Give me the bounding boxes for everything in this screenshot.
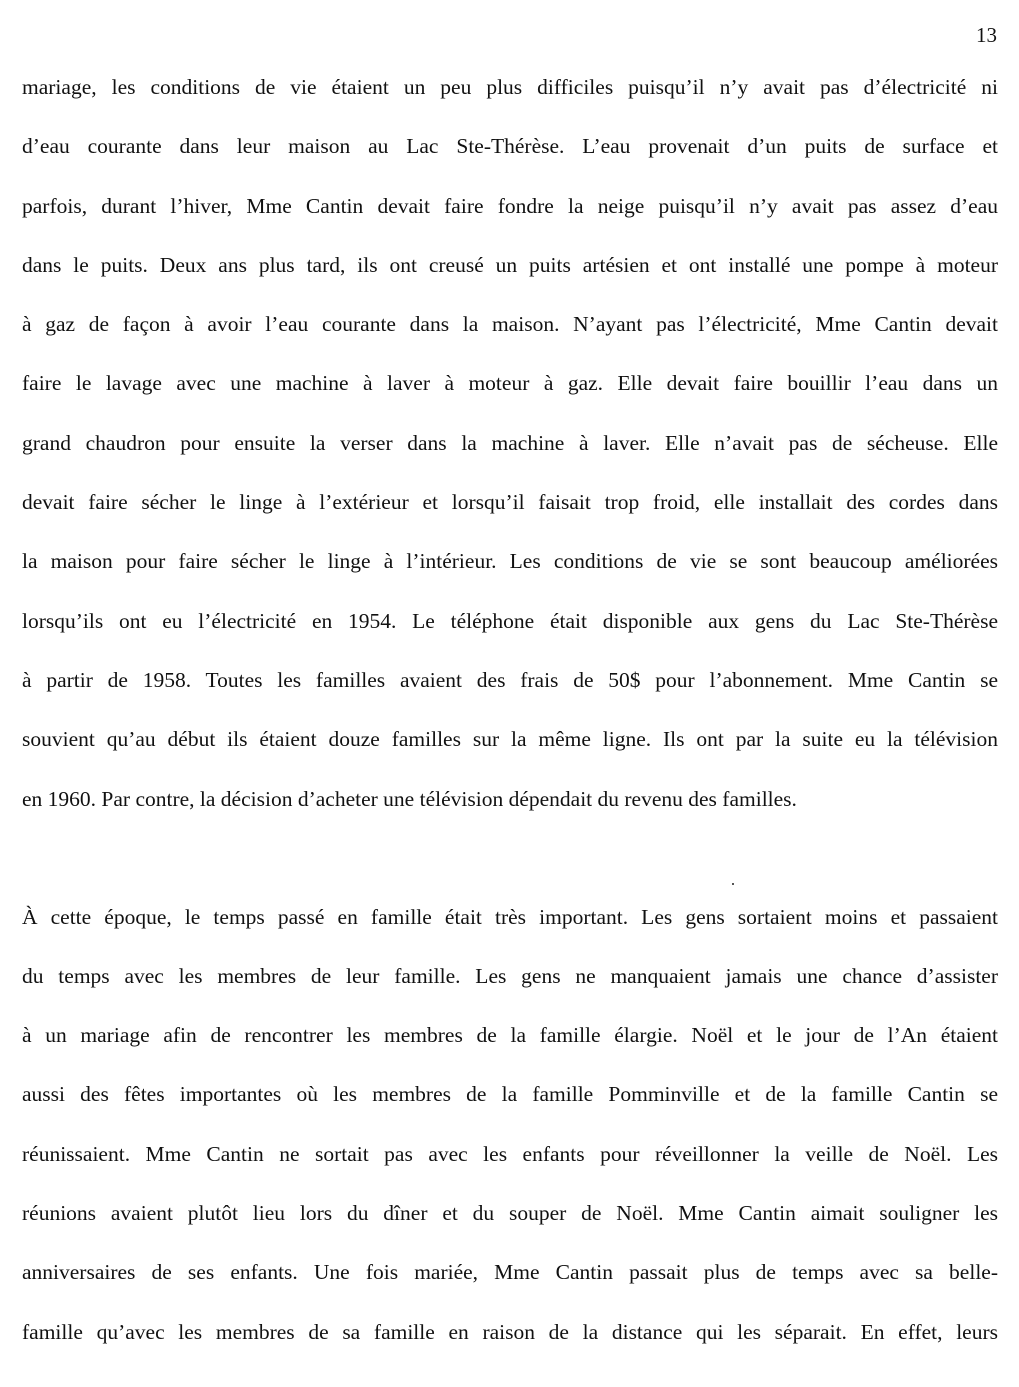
- text-line: grand chaudron pour ensuite la verser dans la machine à laver. Elle n’avait pas de sécheuse. Elle: [22, 431, 998, 455]
- text-line: dans le puits. Deux ans plus tard, ils ont creusé un puits artésien et ont installé une pompe à moteur: [22, 253, 998, 277]
- text-line: aussi des fêtes importantes où les membres de la famille Pomminville et de la famille Cantin se: [22, 1082, 998, 1106]
- text-line: à partir de 1958. Toutes les familles avaient des frais de 50$ pour l’abonnement. Mme Cantin se: [22, 668, 998, 692]
- text-line: lorsqu’ils ont eu l’électricité en 1954. Le téléphone était disponible aux gens du Lac Ste-Thérèse: [22, 609, 998, 633]
- text-line: du temps avec les membres de leur famille. Les gens ne manquaient jamais une chance d’assister: [22, 964, 998, 988]
- text-line: famille qu’avec les membres de sa famille en raison de la distance qui les séparait. En effet, leurs: [22, 1320, 998, 1344]
- text-line: d’eau courante dans leur maison au Lac Ste-Thérèse. L’eau provenait d’un puits de surface et: [22, 134, 998, 158]
- text-line: faire le lavage avec une machine à laver à moteur à gaz. Elle devait faire bouillir l’eau dans un: [22, 371, 998, 395]
- text-line: mariage, les conditions de vie étaient un peu plus difficiles puisqu’il n’y avait pas d’électricité ni: [22, 75, 998, 99]
- text-line: à gaz de façon à avoir l’eau courante dans la maison. N’ayant pas l’électricité, Mme Cantin devait: [22, 312, 998, 336]
- text-line: parfois, durant l’hiver, Mme Cantin devait faire fondre la neige puisqu’il n’y avait pas assez d’eau: [22, 194, 998, 218]
- text-line: anniversaires de ses enfants. Une fois mariée, Mme Cantin passait plus de temps avec sa belle-: [22, 1260, 998, 1284]
- text-line: réunions avaient plutôt lieu lors du dîner et du souper de Noël. Mme Cantin aimait souligner les: [22, 1201, 998, 1225]
- text-line: souvient qu’au début ils étaient douze familles sur la même ligne. Ils ont par la suite eu la télévision: [22, 727, 998, 751]
- text-line: en 1960. Par contre, la décision d’acheter une télévision dépendait du revenu des familles.: [22, 787, 797, 811]
- scan-speck: [732, 883, 734, 885]
- text-line: devait faire sécher le linge à l’extérieur et lorsqu’il faisait trop froid, elle installait des cordes dans: [22, 490, 998, 514]
- page-number: 13: [976, 23, 997, 47]
- text-line: À cette époque, le temps passé en famille était très important. Les gens sortaient moins et passaient: [22, 905, 998, 929]
- text-line: réunissaient. Mme Cantin ne sortait pas avec les enfants pour réveillonner la veille de Noël. Les: [22, 1142, 998, 1166]
- text-line: la maison pour faire sécher le linge à l’intérieur. Les conditions de vie se sont beaucoup améliorées: [22, 549, 998, 573]
- text-line: à un mariage afin de rencontrer les membres de la famille élargie. Noël et le jour de l’An étaient: [22, 1023, 998, 1047]
